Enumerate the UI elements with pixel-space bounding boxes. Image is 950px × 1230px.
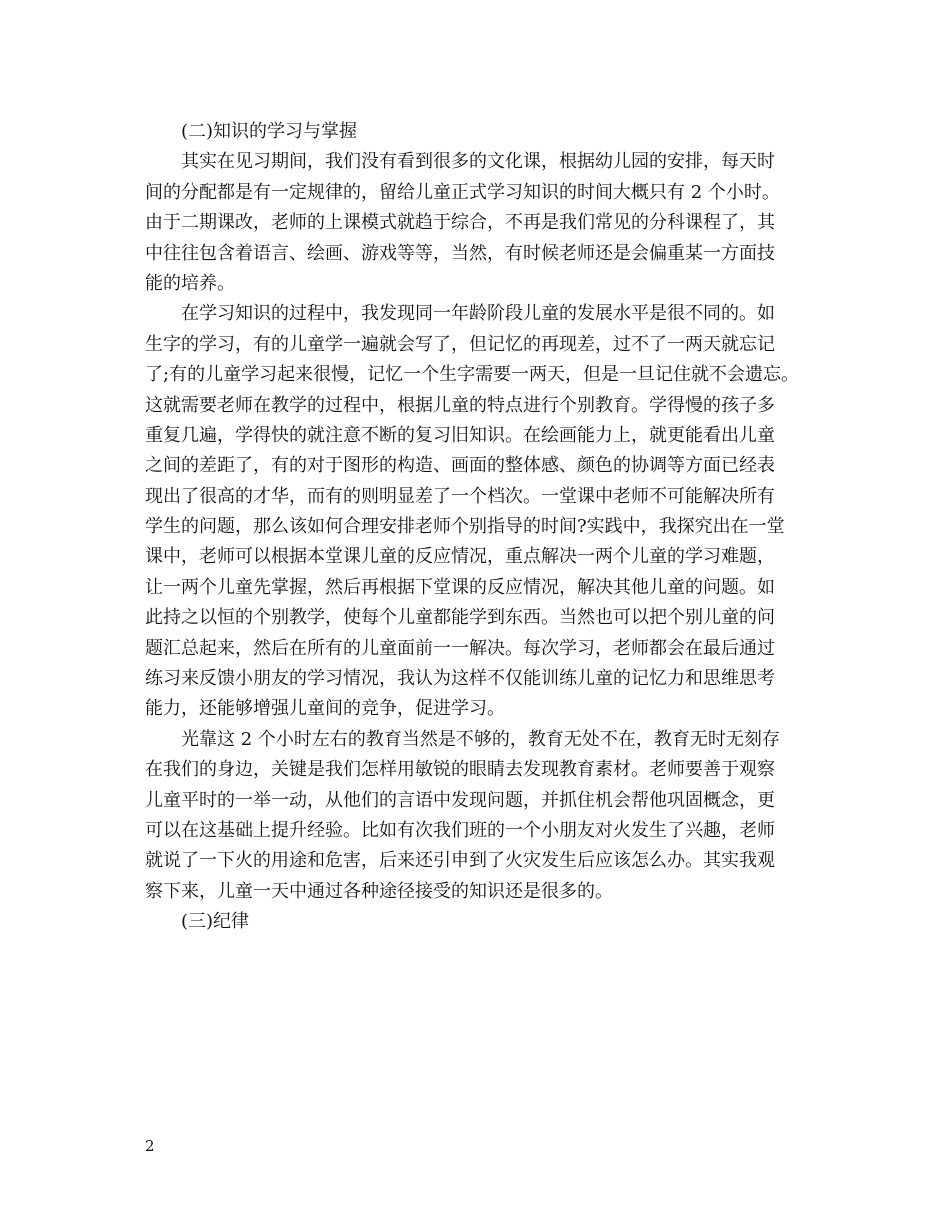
text-line: 此持之以恒的个别教学，使每个儿童都能学到东西。当然也可以把个别儿童的问 — [145, 607, 775, 629]
page-body — [145, 117, 815, 938]
text-line: 中往往包含着语言、绘画、游戏等等，当然，有时候老师还是会偏重某一方面技 — [145, 242, 775, 264]
text-line: 在我们的身边，关键是我们怎样用敏锐的眼睛去发现教育素材。老师要善于观察 — [145, 759, 775, 781]
text-line: 练习来反馈小朋友的学习情况，我认为这样不仅能训练儿童的记忆力和思维思考 — [145, 668, 775, 690]
text-line: 课中，老师可以根据本堂课儿童的反应情况，重点解决一两个儿童的学习难题， — [145, 546, 775, 568]
text-line: 察下来，儿童一天中通过各种途径接受的知识还是很多的。 — [145, 880, 613, 902]
text-line: 这就需要老师在教学的过程中，根据儿童的特点进行个别教育。学得慢的孩子多 — [145, 394, 775, 416]
text-line: 能的培养。 — [145, 272, 235, 294]
text-line: 学生的问题，那么该如何合理安排老师个别指导的时间?实践中，我探究出在一堂 — [145, 516, 785, 538]
text-line: 现出了很高的才华，而有的则明显差了一个档次。一堂课中老师不可能解决所有 — [145, 485, 775, 507]
section-heading-discipline: (三)纪律 — [181, 911, 250, 933]
text-line: 间的分配都是有一定规律的，留给儿童正式学习知识的时间大概只有 2 个小时。 — [145, 181, 780, 203]
paragraph-schedule — [145, 147, 815, 299]
text-line: 让一两个儿童先掌握，然后再根据下堂课的反应情况，解决其他儿童的问题。如 — [145, 576, 775, 598]
text-line: 其实在见习期间，我们没有看到很多的文化课，根据幼儿园的安排，每天时 — [181, 151, 775, 173]
paragraph-learning-process — [145, 299, 815, 724]
text-line: 之间的差距了，有的对于图形的构造、画面的整体感、颜色的协调等方面已经表 — [145, 455, 775, 477]
text-line: 生字的学习，有的儿童学一遍就会写了，但记忆的再现差，过不了一两天就忘记 — [145, 333, 775, 355]
page-number: 2 — [145, 1137, 155, 1155]
paragraph-everyday-education — [145, 725, 815, 907]
text-line: 题汇总起来，然后在所有的儿童面前一一解决。每次学习，老师都会在最后通过 — [145, 637, 775, 659]
text-line: 就说了一下火的用途和危害，后来还引申到了火灾发生后应该怎么办。其实我观 — [145, 850, 775, 872]
text-line: 儿童平时的一举一动，从他们的言语中发现问题，并抓住机会帮他巩固概念，更 — [145, 789, 775, 811]
text-line: 由于二期课改，老师的上课模式就趋于综合，不再是我们常见的分科课程了，其 — [145, 212, 775, 234]
section-heading-knowledge: (二)知识的学习与掌握 — [181, 121, 358, 142]
text-line: 能力，还能够增强儿童间的竞争，促进学习。 — [145, 698, 505, 720]
text-line: 了;有的儿童学习起来很慢，记忆一个生字需要一两天，但是一旦记住就不会遗忘。 — [145, 364, 800, 386]
text-line: 光靠这 2 个小时左右的教育当然是不够的，教育无处不在，教育无时无刻存 — [181, 728, 780, 750]
text-line: 在学习知识的过程中，我发现同一年龄阶段儿童的发展水平是很不同的。如 — [181, 303, 775, 325]
text-line: 重复几遍，学得快的就注意不断的复习旧知识。在绘画能力上，就更能看出儿童 — [145, 424, 775, 446]
text-line: 可以在这基础上提升经验。比如有次我们班的一个小朋友对火发生了兴趣，老师 — [145, 819, 775, 841]
